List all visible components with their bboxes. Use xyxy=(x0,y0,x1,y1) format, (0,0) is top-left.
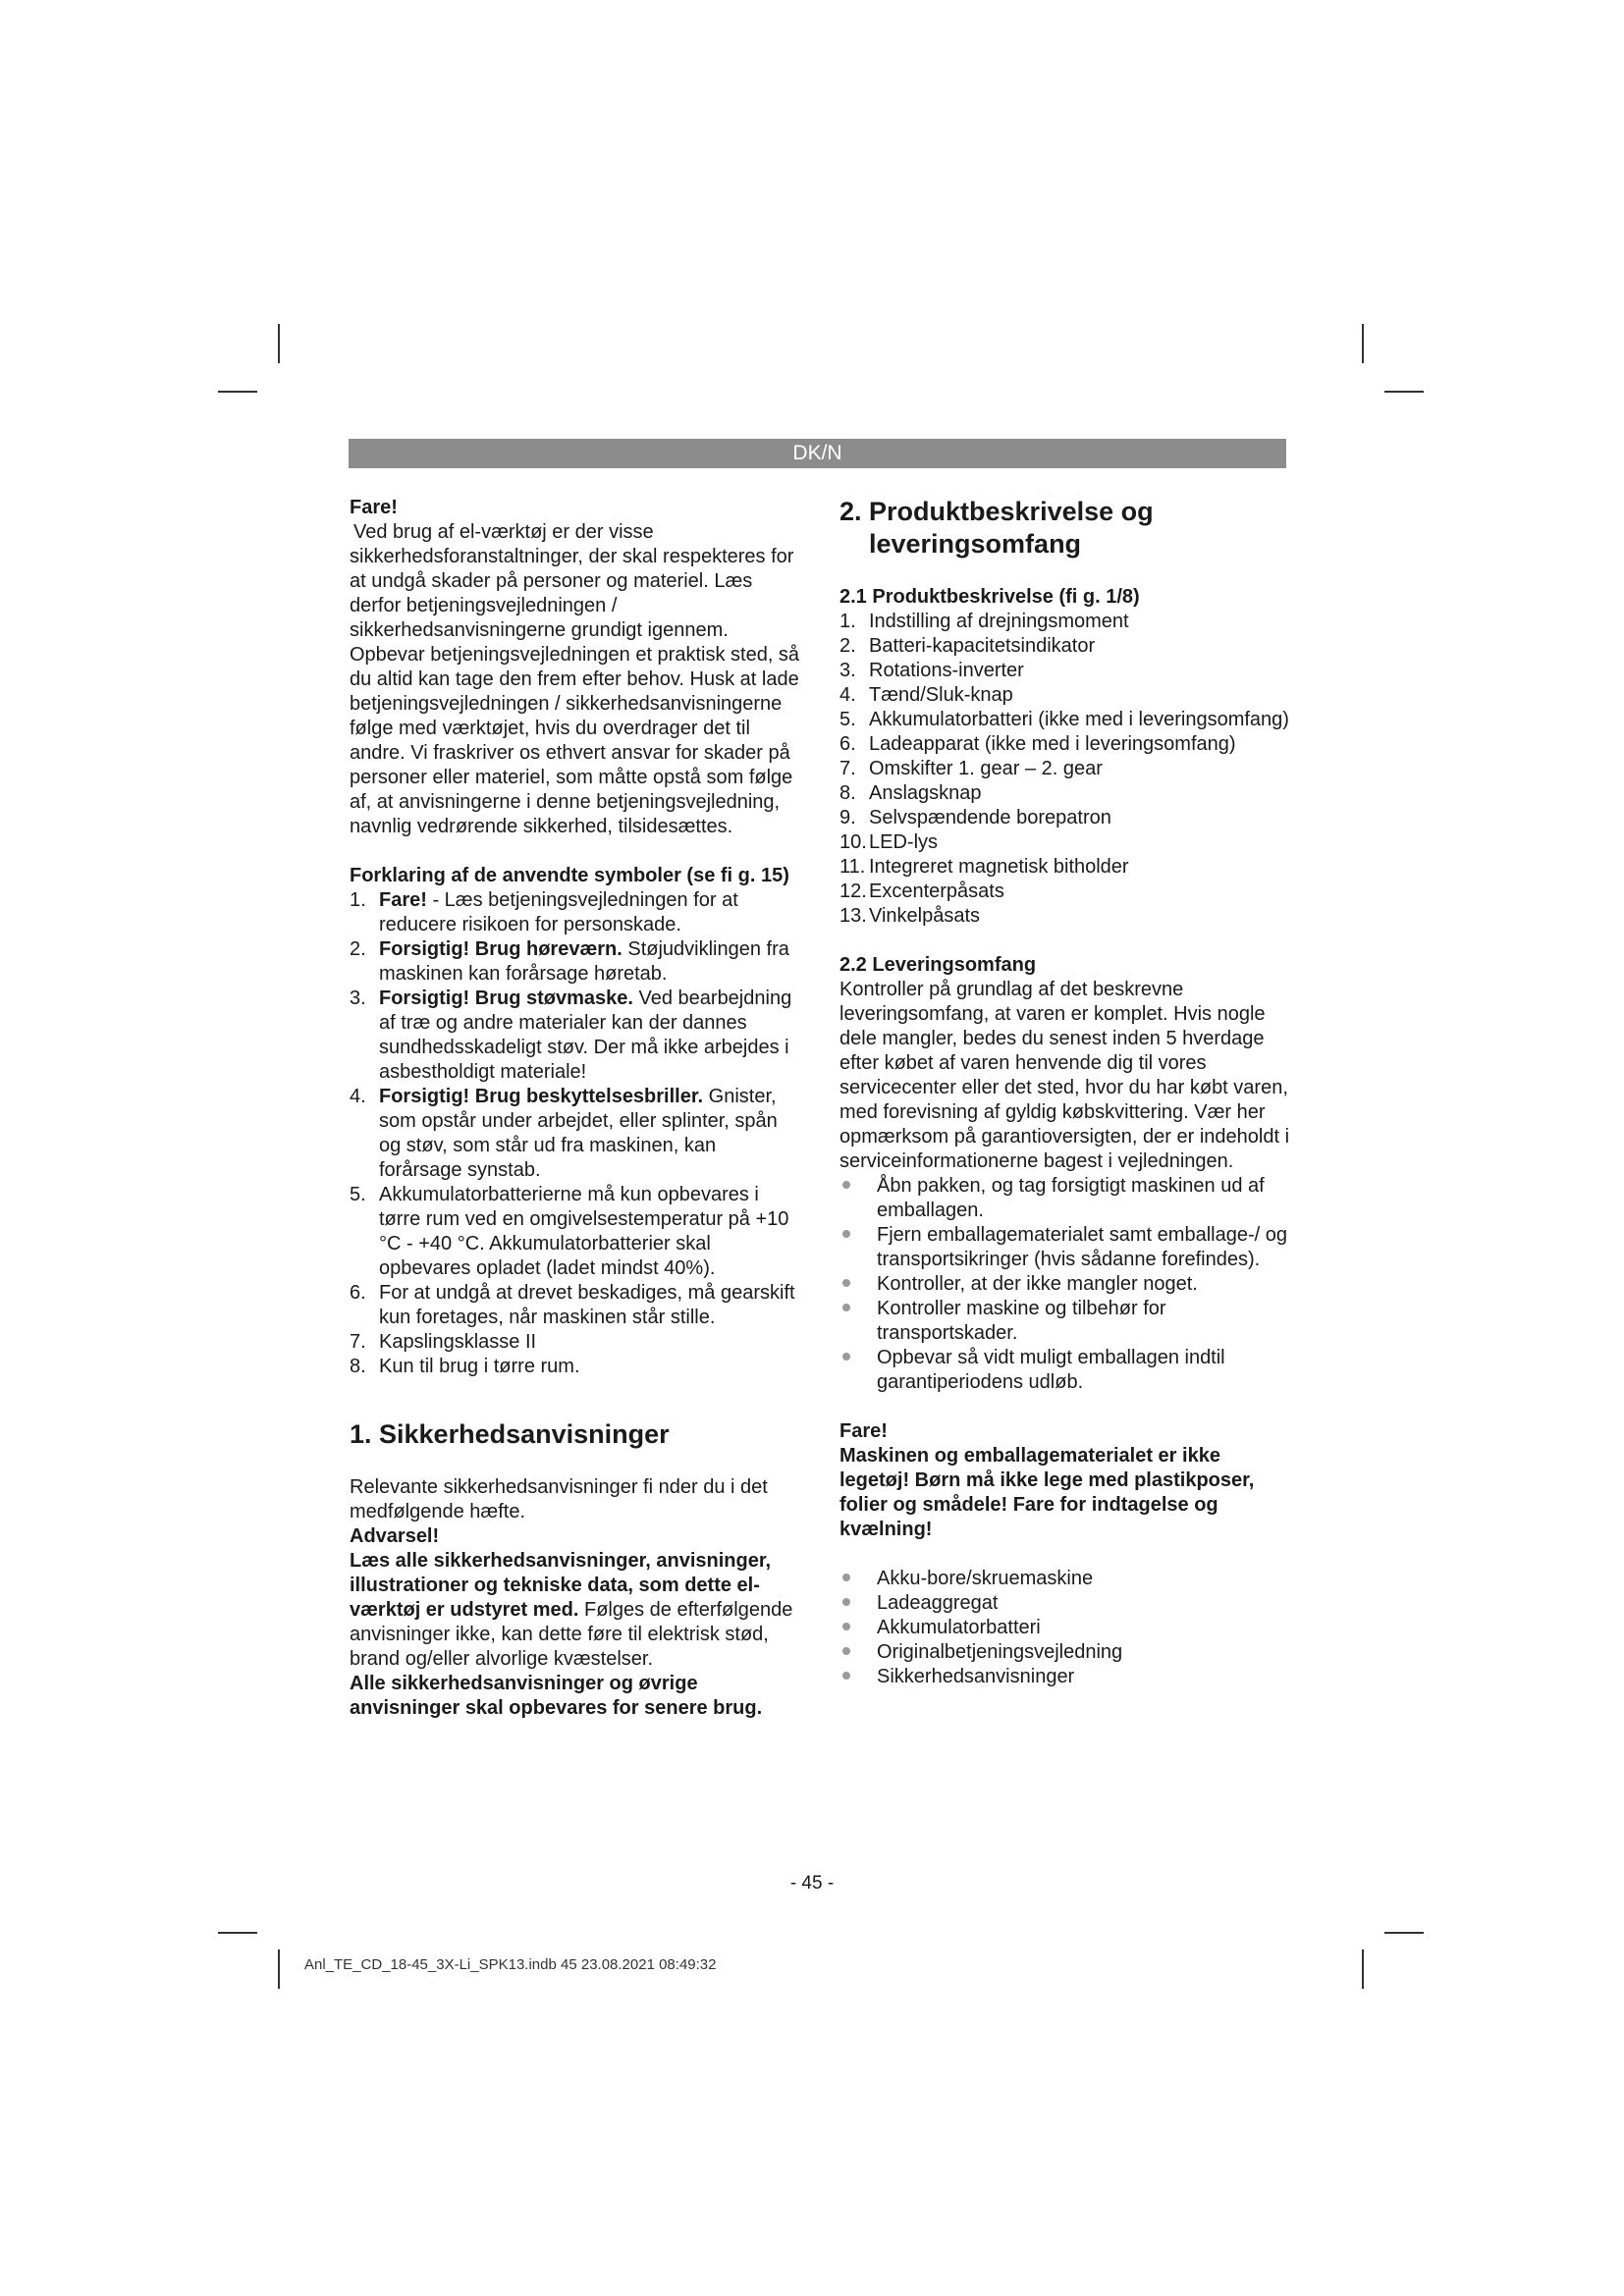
product-part-number: 12. xyxy=(839,881,867,902)
product-part-number: 1. xyxy=(839,611,856,632)
symbol-number: 8. xyxy=(350,1356,366,1377)
left-column xyxy=(350,496,801,1721)
symbol-bold: Fare! xyxy=(379,889,427,911)
product-part-text: Omskifter 1. gear – 2. gear xyxy=(869,758,1103,779)
symbol-item xyxy=(350,1281,801,1330)
bullet-dot-icon xyxy=(842,1181,850,1189)
delivery-step xyxy=(839,1346,1291,1395)
keep-instructions: Alle sikkerhedsanvisninger og øvrige anvisninger skal opbevares for senere brug. xyxy=(350,1673,763,1719)
delivery-content-item xyxy=(839,1567,1291,1591)
delivery-content-item xyxy=(839,1591,1291,1616)
language-label: DK/N xyxy=(792,442,842,464)
crop-mark-top-left-vertical xyxy=(278,324,280,363)
language-header-bar xyxy=(349,439,1286,468)
symbol-number: 4. xyxy=(350,1086,366,1107)
product-parts-list xyxy=(839,610,1291,929)
product-part-item xyxy=(839,683,1291,708)
section1-title: 1. Sikkerhedsanvisninger xyxy=(350,1419,670,1449)
product-part-item xyxy=(839,634,1291,659)
product-part-number: 9. xyxy=(839,807,856,828)
product-part-item xyxy=(839,806,1291,830)
delivery-step-text: Kontroller maskine og tilbehør for transportskader. xyxy=(877,1298,1166,1344)
product-part-text: Selvspændende borepatron xyxy=(869,807,1111,828)
product-part-number: 2. xyxy=(839,635,856,657)
product-part-number: 13. xyxy=(839,905,867,927)
product-part-text: Ladeapparat (ikke med i leveringsomfang) xyxy=(869,733,1236,755)
symbol-bold: Forsigtig! Brug høreværn. xyxy=(379,938,623,960)
product-part-number: 3. xyxy=(839,660,856,681)
product-part-number: 6. xyxy=(839,733,856,755)
product-part-item xyxy=(839,904,1291,929)
symbol-text: Kun til brug i tørre rum. xyxy=(379,1356,580,1377)
delivery-step xyxy=(839,1174,1291,1223)
delivery-content-item xyxy=(839,1665,1291,1689)
symbols-title: Forklaring af de anvendte symboler (se fi g. 15) xyxy=(350,865,789,886)
product-part-number: 5. xyxy=(839,709,856,730)
delivery-content-item-text: Ladeaggregat xyxy=(877,1592,999,1614)
crop-mark-top-left-horizontal xyxy=(218,391,257,393)
delivery-contents-list xyxy=(839,1567,1291,1689)
symbol-text: Kapslingsklasse II xyxy=(379,1331,537,1353)
product-part-item xyxy=(839,708,1291,732)
symbol-item xyxy=(350,1183,801,1281)
crop-mark-bottom-right-horizontal xyxy=(1384,1932,1424,1934)
bullet-dot-icon xyxy=(842,1230,850,1238)
delivery-content-item xyxy=(839,1640,1291,1665)
product-part-text: Rotations-inverter xyxy=(869,660,1024,681)
product-part-number: 8. xyxy=(839,782,856,804)
product-part-text: Integreret magnetisk bitholder xyxy=(869,856,1129,878)
product-part-text: LED-lys xyxy=(869,831,939,853)
section2-title-line1: 2. Produktbeskrivelse og xyxy=(839,497,1154,526)
delivery-step-text: Opbevar så vidt muligt emballagen indtil garantiperiodens udløb. xyxy=(877,1347,1225,1393)
symbol-text: Gnister, som opstår under arbejdet, eller splinter, spån og støv, som står ud fra maskinen, kan forårsage synstab. xyxy=(379,1086,778,1181)
product-description-title: 2.1 Produktbeskrivelse (fi g. 1/8) xyxy=(839,586,1140,608)
symbol-text: For at undgå at drevet beskadiges, må gearskift kun foretages, når maskinen står stille. xyxy=(379,1282,795,1328)
symbol-text: - Læs betjeningsvejledningen for at reducere risikoen for personskade. xyxy=(379,889,738,935)
bullet-dot-icon xyxy=(842,1623,850,1630)
bullet-dot-icon xyxy=(842,1304,850,1311)
product-part-item xyxy=(839,830,1291,855)
product-part-text: Tænd/Sluk-knap xyxy=(869,684,1013,706)
product-part-item xyxy=(839,855,1291,880)
symbol-item xyxy=(350,987,801,1085)
product-part-number: 11. xyxy=(839,856,866,878)
crop-mark-top-right-vertical xyxy=(1362,324,1364,363)
product-part-text: Excenterpåsats xyxy=(869,881,1004,902)
warning-paragraph xyxy=(350,1549,801,1672)
delivery-step xyxy=(839,1297,1291,1346)
bullet-dot-icon xyxy=(842,1598,850,1606)
bullet-dot-icon xyxy=(842,1279,850,1287)
delivery-steps-list xyxy=(839,1174,1291,1395)
symbol-number: 2. xyxy=(350,938,366,960)
product-part-item xyxy=(839,732,1291,757)
delivery-title: 2.2 Leveringsomfang xyxy=(839,954,1037,976)
bullet-dot-icon xyxy=(842,1647,850,1655)
delivery-step-text: Kontroller, at der ikke mangler noget. xyxy=(877,1273,1198,1295)
crop-mark-bottom-left-horizontal xyxy=(218,1932,257,1934)
symbol-number: 7. xyxy=(350,1331,366,1353)
symbol-item xyxy=(350,1355,801,1379)
symbol-number: 3. xyxy=(350,988,366,1009)
section2-title-line2: leveringsomfang xyxy=(869,529,1082,559)
symbol-text: Ved bearbejdning af træ og andre materialer kan der dannes sundhedsskadeligt støv. Der må ikke arbejdes i asbestholdigt materiale! xyxy=(379,988,792,1083)
product-part-item xyxy=(839,781,1291,806)
product-part-text: Anslagsknap xyxy=(869,782,982,804)
symbol-bold: Forsigtig! Brug beskyttelsesbriller. xyxy=(379,1086,704,1107)
delivery-step xyxy=(839,1272,1291,1297)
delivery-content-item-text: Originalbetjeningsvejledning xyxy=(877,1641,1123,1663)
delivery-content-item xyxy=(839,1616,1291,1640)
delivery-content-item-text: Akku-bore/skruemaskine xyxy=(877,1568,1094,1589)
symbol-number: 1. xyxy=(350,889,366,911)
product-part-text: Batteri-kapacitetsindikator xyxy=(869,635,1096,657)
symbol-text: Støjudviklingen fra maskinen kan forårsage høretab. xyxy=(379,938,789,985)
bullet-dot-icon xyxy=(842,1353,850,1361)
section2-title xyxy=(839,496,1291,561)
product-part-text: Akkumulatorbatteri (ikke med i leveringsomfang) xyxy=(869,709,1289,730)
crop-mark-top-right-horizontal xyxy=(1384,391,1424,393)
symbol-bold: Forsigtig! Brug støvmaske. xyxy=(379,988,633,1009)
product-part-item xyxy=(839,757,1291,781)
bullet-dot-icon xyxy=(842,1672,850,1680)
symbol-item xyxy=(350,937,801,987)
product-part-item xyxy=(839,880,1291,904)
warning-bold: Læs alle sikkerhedsanvisninger, anvisninger, illustrationer og tekniske data, som dette el-værktøj er udstyret med. xyxy=(350,1550,772,1621)
symbol-text: Akkumulatorbatterierne må kun opbevares i tørre rum ved en omgivelsestemperatur på +10 °C - +40 °C. Akkumulatorbatterier skal opbevares opladet (ladet mindst 40%). xyxy=(379,1184,789,1279)
delivery-content-item-text: Akkumulatorbatteri xyxy=(877,1617,1041,1638)
crop-mark-bottom-right-vertical xyxy=(1362,1949,1364,1989)
product-part-text: Indstilling af drejningsmoment xyxy=(869,611,1129,632)
symbols-list xyxy=(350,888,801,1379)
symbol-number: 6. xyxy=(350,1282,366,1304)
delivery-paragraph: Kontroller på grundlag af det beskrevne leveringsomfang, at varen er komplet. Hvis nogle dele mangler, bedes du senest inden 5 hverdage efter købet af varen henvende dig til vores servicecenter eller det sted, hvor du har købt varen, med forevisning af gyldig købskvittering. Vær her opmærksom på garantioversigten, der er indeholdt i serviceinformationerne bagest i vejledningen. xyxy=(839,979,1290,1172)
delivery-step-text: Åbn pakken, og tag forsigtigt maskinen ud af emballagen. xyxy=(877,1175,1265,1221)
crop-mark-bottom-left-vertical xyxy=(278,1949,280,1989)
product-part-text: Vinkelpåsats xyxy=(869,905,981,927)
bullet-dot-icon xyxy=(842,1574,850,1581)
symbol-number: 5. xyxy=(350,1184,366,1205)
delivery-content-item-text: Sikkerhedsanvisninger xyxy=(877,1666,1075,1687)
product-part-item xyxy=(839,659,1291,683)
symbol-item xyxy=(350,1330,801,1355)
product-part-number: 4. xyxy=(839,684,856,706)
delivery-step-text: Fjern emballagematerialet samt emballage-/ og transportsikringer (hvis sådanne forefindes). xyxy=(877,1224,1287,1270)
symbol-item xyxy=(350,888,801,937)
symbol-item xyxy=(350,1085,801,1183)
danger-title: Fare! xyxy=(350,497,398,518)
page-number: - 45 - xyxy=(789,1873,835,1894)
section1-intro: Relevante sikkerhedsanvisninger fi nder du i det medfølgende hæfte. xyxy=(350,1476,768,1522)
right-danger-text: Maskinen og emballagematerialet er ikke legetøj! Børn må ikke lege med plastikposer, folier og smådele! Fare for indtagelse og kvælning! xyxy=(839,1445,1255,1540)
product-part-item xyxy=(839,610,1291,634)
product-part-number: 10. xyxy=(839,831,867,853)
right-column xyxy=(839,496,1291,1689)
right-danger-title: Fare! xyxy=(839,1420,888,1442)
print-file-info: Anl_TE_CD_18-45_3X-Li_SPK13.indb 45 23.08.2021 08:49:32 xyxy=(304,1956,717,1973)
warning-title: Advarsel! xyxy=(350,1525,440,1547)
danger-paragraph: Ved brug af el-værktøj er der visse sikkerhedsforanstaltninger, der skal respekteres for at undgå skader på personer og materiel. Læs derfor betjeningsvejledningen / sikkerhedsanvisningerne grundigt igennem. Opbevar betjeningsvejledningen et praktisk sted, så du altid kan tage den frem efter behov. Husk at lade betjeningsvejledningen / sikkerhedsanvisningerne følge med værktøjet, hvis du overdrager det til andre. Vi fraskriver os ethvert ansvar for skader på personer eller materiel, som måtte opstå som følge af, at anvisningerne i denne betjeningsvejledning, navnlig vedrørende sikkerhed, tilsidesættes. xyxy=(350,521,800,837)
warning-text: Følges de efterfølgende anvisninger ikke, kan dette føre til elektrisk stød, brand og/eller alvorlige kvæstelser. xyxy=(350,1599,793,1670)
product-part-number: 7. xyxy=(839,758,856,779)
delivery-step xyxy=(839,1223,1291,1272)
